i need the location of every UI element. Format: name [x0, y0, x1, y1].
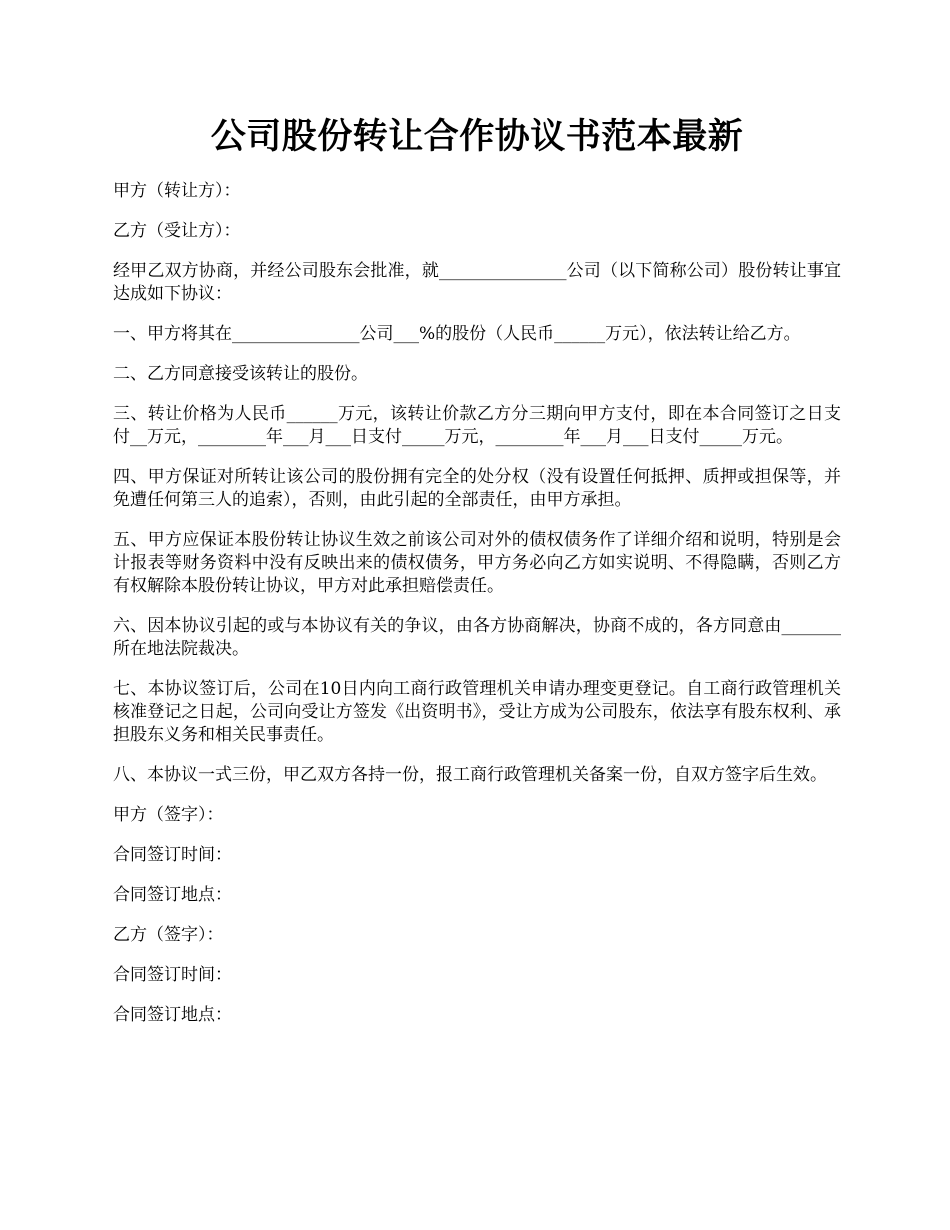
party-b-line: 乙方（受让方）： [113, 221, 241, 241]
document-body [113, 180, 841, 1027]
clause-3: 三、转让价格为人民币______万元，该转让价款乙方分三期向甲方支付，即在本合同签订之日支付__万元，________年___月___日支付_____万元，________年___月___日支付_____万元。 [113, 404, 841, 447]
party-b-signing-place-line: 合同签订地点： [113, 1005, 232, 1025]
preamble-paragraph: 经甲乙双方协商，并经公司股东会批准，就_______________公司（以下简称公司）股份转让事宜达成如下协议： [113, 261, 841, 304]
clause-7: 七、本协议签订后，公司在10日内向工商行政管理机关申请办理变更登记。自工商行政管理机关核准登记之日起，公司向受让方签发《出资明书》，受让方成为公司股东，依法享有股东权利、承担股东义务和相关民事责任。 [113, 679, 841, 745]
clause-5: 五、甲方应保证本股份转让协议生效之前该公司对外的债权债务作了详细介绍和说明，特别是会计报表等财务资料中没有反映出来的债权债务，甲方务必向乙方如实说明、不得隐瞒，否则乙方有权解除本股份转让协议，甲方对此承担赔偿责任。 [113, 530, 841, 596]
document-title: 公司股份转让合作协议书范本最新 [210, 116, 744, 157]
party-a-line: 甲方（转让方）： [113, 181, 241, 201]
document-page [113, 110, 841, 1044]
party-b-signature-line: 乙方（签字）： [113, 925, 224, 945]
clause-2: 二、乙方同意接受该转让的股份。 [113, 364, 368, 384]
clause-8: 八、本协议一式三份，甲乙双方各持一份，报工商行政管理机关备案一份，自双方签字后生效。 [113, 765, 827, 785]
party-b-signing-date-line: 合同签订时间： [113, 965, 232, 985]
clause-1: 一、甲方将其在_______________公司___%的股份（人民币______万元），依法转让给乙方。 [113, 324, 801, 344]
party-a-signing-date-line: 合同签订时间： [113, 845, 232, 865]
clause-6: 六、因本协议引起的或与本协议有关的争议，由各方协商解决，协商不成的，各方同意由_______所在地法院裁决。 [113, 616, 841, 659]
clause-4: 四、甲方保证对所转让该公司的股份拥有完全的处分权（没有设置任何抵押、质押或担保等，并免遭任何第三人的追索），否则，由此引起的全部责任，由甲方承担。 [113, 467, 841, 510]
party-a-signing-place-line: 合同签订地点： [113, 885, 232, 905]
party-a-signature-line: 甲方（签字）： [113, 805, 224, 825]
